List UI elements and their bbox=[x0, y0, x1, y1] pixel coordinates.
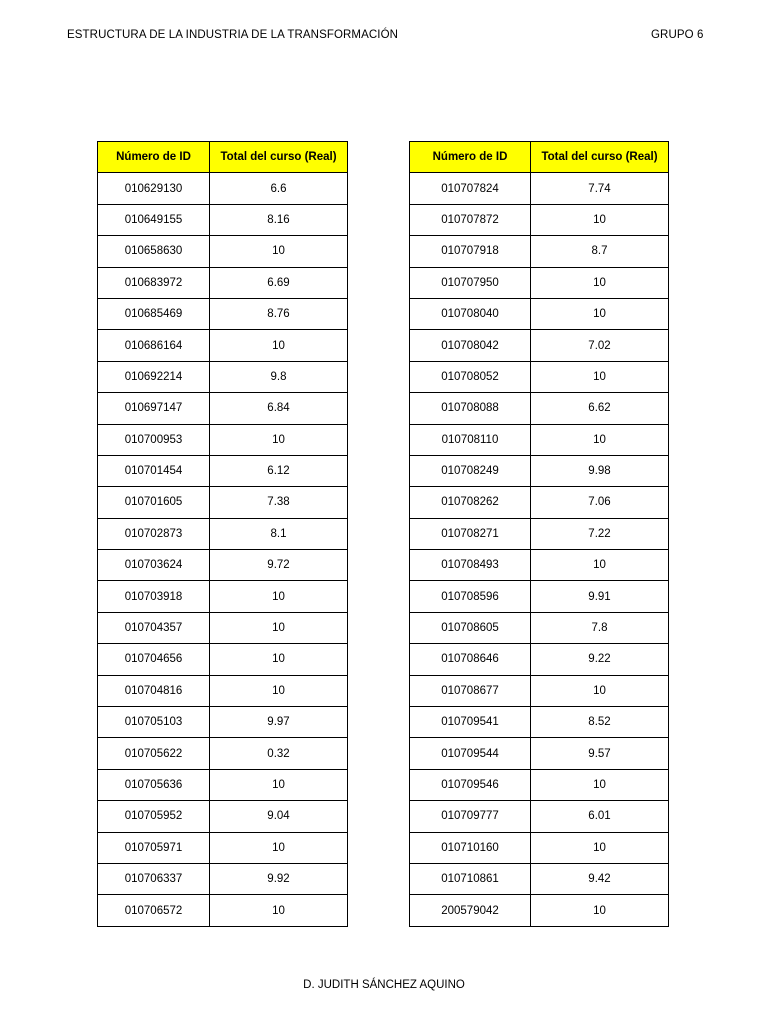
table-row bbox=[98, 612, 348, 643]
student-id-cell: 010701454 bbox=[98, 455, 210, 486]
table-row bbox=[410, 863, 669, 894]
table-row bbox=[410, 581, 669, 612]
table-row bbox=[410, 550, 669, 581]
table-row bbox=[98, 424, 348, 455]
table-row bbox=[410, 895, 669, 926]
course-total-cell: 10 bbox=[531, 769, 669, 800]
student-id-cell: 010705971 bbox=[98, 832, 210, 863]
student-id-cell: 010710861 bbox=[410, 863, 531, 894]
course-total-cell: 8.52 bbox=[531, 707, 669, 738]
course-total-cell: 9.92 bbox=[210, 863, 348, 894]
student-id-cell: 010706337 bbox=[98, 863, 210, 894]
student-id-cell: 010701605 bbox=[98, 487, 210, 518]
column-header-total: Total del curso (Real) bbox=[531, 142, 669, 173]
student-id-cell: 010709777 bbox=[410, 801, 531, 832]
table-row bbox=[98, 361, 348, 392]
course-total-cell: 10 bbox=[531, 267, 669, 298]
table-row bbox=[410, 738, 669, 769]
table-row bbox=[410, 801, 669, 832]
course-total-cell: 10 bbox=[531, 361, 669, 392]
table-row bbox=[98, 769, 348, 800]
student-id-cell: 010703624 bbox=[98, 550, 210, 581]
course-total-cell: 7.22 bbox=[531, 518, 669, 549]
course-total-cell: 10 bbox=[531, 832, 669, 863]
course-total-cell: 10 bbox=[210, 769, 348, 800]
course-total-cell: 10 bbox=[531, 550, 669, 581]
student-id-cell: 010708596 bbox=[410, 581, 531, 612]
course-total-cell: 8.7 bbox=[531, 236, 669, 267]
table-header-row bbox=[98, 142, 348, 173]
table-row bbox=[410, 173, 669, 204]
student-id-cell: 010704816 bbox=[98, 675, 210, 706]
course-total-cell: 10 bbox=[531, 298, 669, 329]
student-id-cell: 010709541 bbox=[410, 707, 531, 738]
table-row bbox=[98, 895, 348, 926]
student-id-cell: 010629130 bbox=[98, 173, 210, 204]
student-id-cell: 010708493 bbox=[410, 550, 531, 581]
student-id-cell: 010703918 bbox=[98, 581, 210, 612]
student-id-cell: 010708110 bbox=[410, 424, 531, 455]
course-total-cell: 10 bbox=[210, 644, 348, 675]
student-id-cell: 010705952 bbox=[98, 801, 210, 832]
table-row bbox=[410, 644, 669, 675]
table-row bbox=[98, 863, 348, 894]
table-row bbox=[410, 612, 669, 643]
course-total-cell: 9.98 bbox=[531, 455, 669, 486]
course-total-cell: 7.74 bbox=[531, 173, 669, 204]
student-id-cell: 010708052 bbox=[410, 361, 531, 392]
table-row bbox=[98, 581, 348, 612]
table-row bbox=[410, 518, 669, 549]
course-total-cell: 10 bbox=[210, 612, 348, 643]
course-total-cell: 9.72 bbox=[210, 550, 348, 581]
student-id-cell: 010709546 bbox=[410, 769, 531, 800]
course-total-cell: 9.22 bbox=[531, 644, 669, 675]
course-total-cell: 7.38 bbox=[210, 487, 348, 518]
student-id-cell: 010707950 bbox=[410, 267, 531, 298]
course-total-cell: 9.91 bbox=[531, 581, 669, 612]
student-id-cell: 010709544 bbox=[410, 738, 531, 769]
column-header-id: Número de ID bbox=[98, 142, 210, 173]
student-id-cell: 010705636 bbox=[98, 769, 210, 800]
student-id-cell: 010700953 bbox=[98, 424, 210, 455]
table-row bbox=[98, 330, 348, 361]
table-row bbox=[98, 487, 348, 518]
student-id-cell: 010649155 bbox=[98, 204, 210, 235]
course-total-cell: 9.97 bbox=[210, 707, 348, 738]
student-id-cell: 010708271 bbox=[410, 518, 531, 549]
table-row bbox=[410, 204, 669, 235]
grades-table-right bbox=[409, 141, 669, 927]
course-total-cell: 7.06 bbox=[531, 487, 669, 518]
table-row bbox=[98, 675, 348, 706]
table-row bbox=[410, 832, 669, 863]
course-total-cell: 10 bbox=[531, 424, 669, 455]
student-id-cell: 010708605 bbox=[410, 612, 531, 643]
course-total-cell: 9.04 bbox=[210, 801, 348, 832]
course-total-cell: 8.76 bbox=[210, 298, 348, 329]
course-total-cell: 0.32 bbox=[210, 738, 348, 769]
course-total-cell: 6.6 bbox=[210, 173, 348, 204]
table-row bbox=[98, 393, 348, 424]
table-row bbox=[98, 518, 348, 549]
table-row bbox=[98, 707, 348, 738]
document-title: ESTRUCTURA DE LA INDUSTRIA DE LA TRANSFORMACIÓN bbox=[67, 29, 399, 41]
course-total-cell: 10 bbox=[210, 236, 348, 267]
table-row bbox=[98, 644, 348, 675]
student-id-cell: 010708249 bbox=[410, 455, 531, 486]
table-row bbox=[410, 298, 669, 329]
table-row bbox=[410, 707, 669, 738]
student-id-cell: 010697147 bbox=[98, 393, 210, 424]
course-total-cell: 6.84 bbox=[210, 393, 348, 424]
course-total-cell: 10 bbox=[210, 832, 348, 863]
table-row bbox=[410, 769, 669, 800]
student-id-cell: 010707872 bbox=[410, 204, 531, 235]
table-row bbox=[410, 267, 669, 298]
student-id-cell: 010707918 bbox=[410, 236, 531, 267]
table-row bbox=[98, 236, 348, 267]
student-id-cell: 010708262 bbox=[410, 487, 531, 518]
table-row bbox=[410, 361, 669, 392]
student-id-cell: 010707824 bbox=[410, 173, 531, 204]
group-label: GRUPO 6 bbox=[651, 29, 704, 41]
table-row bbox=[410, 455, 669, 486]
student-id-cell: 200579042 bbox=[410, 895, 531, 926]
table-row bbox=[410, 487, 669, 518]
table-row bbox=[98, 455, 348, 486]
column-header-id: Número de ID bbox=[410, 142, 531, 173]
student-id-cell: 010708042 bbox=[410, 330, 531, 361]
course-total-cell: 7.8 bbox=[531, 612, 669, 643]
table-row bbox=[98, 801, 348, 832]
table-row bbox=[98, 738, 348, 769]
course-total-cell: 10 bbox=[531, 204, 669, 235]
course-total-cell: 9.42 bbox=[531, 863, 669, 894]
student-id-cell: 010704656 bbox=[98, 644, 210, 675]
course-total-cell: 7.02 bbox=[531, 330, 669, 361]
table-row bbox=[98, 267, 348, 298]
student-id-cell: 010705103 bbox=[98, 707, 210, 738]
table-row bbox=[410, 236, 669, 267]
course-total-cell: 9.57 bbox=[531, 738, 669, 769]
student-id-cell: 010692214 bbox=[98, 361, 210, 392]
course-total-cell: 10 bbox=[210, 895, 348, 926]
table-row bbox=[410, 675, 669, 706]
table-row bbox=[410, 330, 669, 361]
student-id-cell: 010658630 bbox=[98, 236, 210, 267]
course-total-cell: 8.1 bbox=[210, 518, 348, 549]
table-row bbox=[98, 173, 348, 204]
student-id-cell: 010683972 bbox=[98, 267, 210, 298]
course-total-cell: 8.16 bbox=[210, 204, 348, 235]
student-id-cell: 010702873 bbox=[98, 518, 210, 549]
student-id-cell: 010708646 bbox=[410, 644, 531, 675]
student-id-cell: 010710160 bbox=[410, 832, 531, 863]
student-id-cell: 010705622 bbox=[98, 738, 210, 769]
student-id-cell: 010708040 bbox=[410, 298, 531, 329]
student-id-cell: 010685469 bbox=[98, 298, 210, 329]
table-row bbox=[410, 424, 669, 455]
column-header-total: Total del curso (Real) bbox=[210, 142, 348, 173]
course-total-cell: 10 bbox=[210, 675, 348, 706]
grades-table-left bbox=[97, 141, 348, 927]
table-row bbox=[410, 393, 669, 424]
student-id-cell: 010708088 bbox=[410, 393, 531, 424]
table-row bbox=[98, 298, 348, 329]
footer-author: D. JUDITH SÁNCHEZ AQUINO bbox=[303, 979, 465, 991]
course-total-cell: 10 bbox=[210, 424, 348, 455]
table-row bbox=[98, 832, 348, 863]
student-id-cell: 010706572 bbox=[98, 895, 210, 926]
student-id-cell: 010704357 bbox=[98, 612, 210, 643]
course-total-cell: 6.62 bbox=[531, 393, 669, 424]
course-total-cell: 9.8 bbox=[210, 361, 348, 392]
course-total-cell: 10 bbox=[531, 895, 669, 926]
table-row bbox=[98, 204, 348, 235]
course-total-cell: 10 bbox=[531, 675, 669, 706]
student-id-cell: 010708677 bbox=[410, 675, 531, 706]
table-row bbox=[98, 550, 348, 581]
course-total-cell: 6.01 bbox=[531, 801, 669, 832]
course-total-cell: 6.69 bbox=[210, 267, 348, 298]
course-total-cell: 10 bbox=[210, 581, 348, 612]
table-header-row bbox=[410, 142, 669, 173]
student-id-cell: 010686164 bbox=[98, 330, 210, 361]
course-total-cell: 10 bbox=[210, 330, 348, 361]
course-total-cell: 6.12 bbox=[210, 455, 348, 486]
